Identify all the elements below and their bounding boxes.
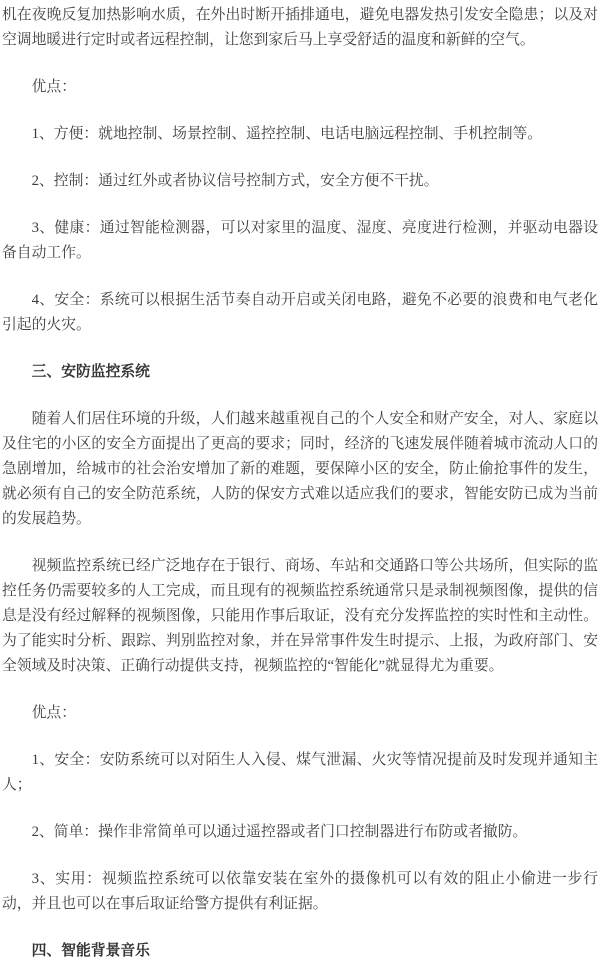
security-paragraph-1: 随着人们居住环境的升级，人们越来越重视自己的个人安全和财产安全，对人、家庭以及住宅的小区的安全方面提出了更高的要求；同时，经济的飞速发展伴随着城市流动人口的急剧增加，给城市的社会治安增加了新的难题，要保障小区的安全，防止偷抢事件的发生，就必须有自己的安全防范系统，人防的保安方式难以适应我们的要求，智能安防已成为当前的发展趋势。 (2, 411, 598, 527)
security-advantage-item-1: 1、安全：安防系统可以对陌生人入侵、煤气泄漏、火灾等情况提前及时发现并通知主人； (2, 752, 598, 793)
smart-home-advantage-item-2: 2、控制：通过红外或者协议信号控制方式，安全方便不干扰。 (31, 173, 439, 189)
security-advantages-label: 优点： (31, 705, 76, 721)
smart-home-advantage-item-3: 3、健康：通过智能检测器，可以对家里的温度、湿度、亮度进行检测，并驱动电器设备自动工作。 (2, 220, 598, 261)
security-advantage-item-3: 3、实用：视频监控系统可以依靠安装在室外的摄像机可以有效的阻止小偷进一步行动，并且也可以在事后取证给警方提供有利证据。 (2, 871, 598, 912)
smart-home-advantage-item-1: 1、方便：就地控制、场景控制、遥控控制、电话电脑远程控制、手机控制等。 (31, 126, 543, 142)
music-section-heading: 四、智能背景音乐 (31, 943, 150, 959)
smart-home-advantages-label: 优点： (31, 79, 76, 95)
smart-home-advantage-item-4: 4、安全：系统可以根据生活节奏自动开启或关闭电路，避免不必要的浪费和电气老化引起的火灾。 (2, 292, 598, 333)
security-paragraph-2: 视频监控系统已经广泛地存在于银行、商场、车站和交通路口等公共场所，但实际的监控任务仍需要较多的人工完成，而且现有的视频监控系统通常只是录制视频图像，提供的信息是没有经过解释的视频图像，只能用作事后取证，没有充分发挥监控的实时性和主动性。为了能实时分析、跟踪、判别监控对象，并在异常事件发生时提示、上报，为政府部门、安全领域及时决策、正确行动提供支持，视频监控的“智能化”就显得尤为重要。 (2, 558, 598, 674)
security-section-heading: 三、安防监控系统 (31, 364, 150, 380)
security-advantage-item-2: 2、简单：操作非常简单可以通过遥控器或者门口控制器进行布防或者撤防。 (31, 824, 528, 840)
smart-home-intro-continuation-paragraph: 机在夜晚反复加热影响水质，在外出时断开插排通电，避免电器发热引发安全隐患；以及对空调地暖进行定时或者远程控制，让您到家后马上享受舒适的温度和新鲜的空气。 (2, 7, 598, 48)
